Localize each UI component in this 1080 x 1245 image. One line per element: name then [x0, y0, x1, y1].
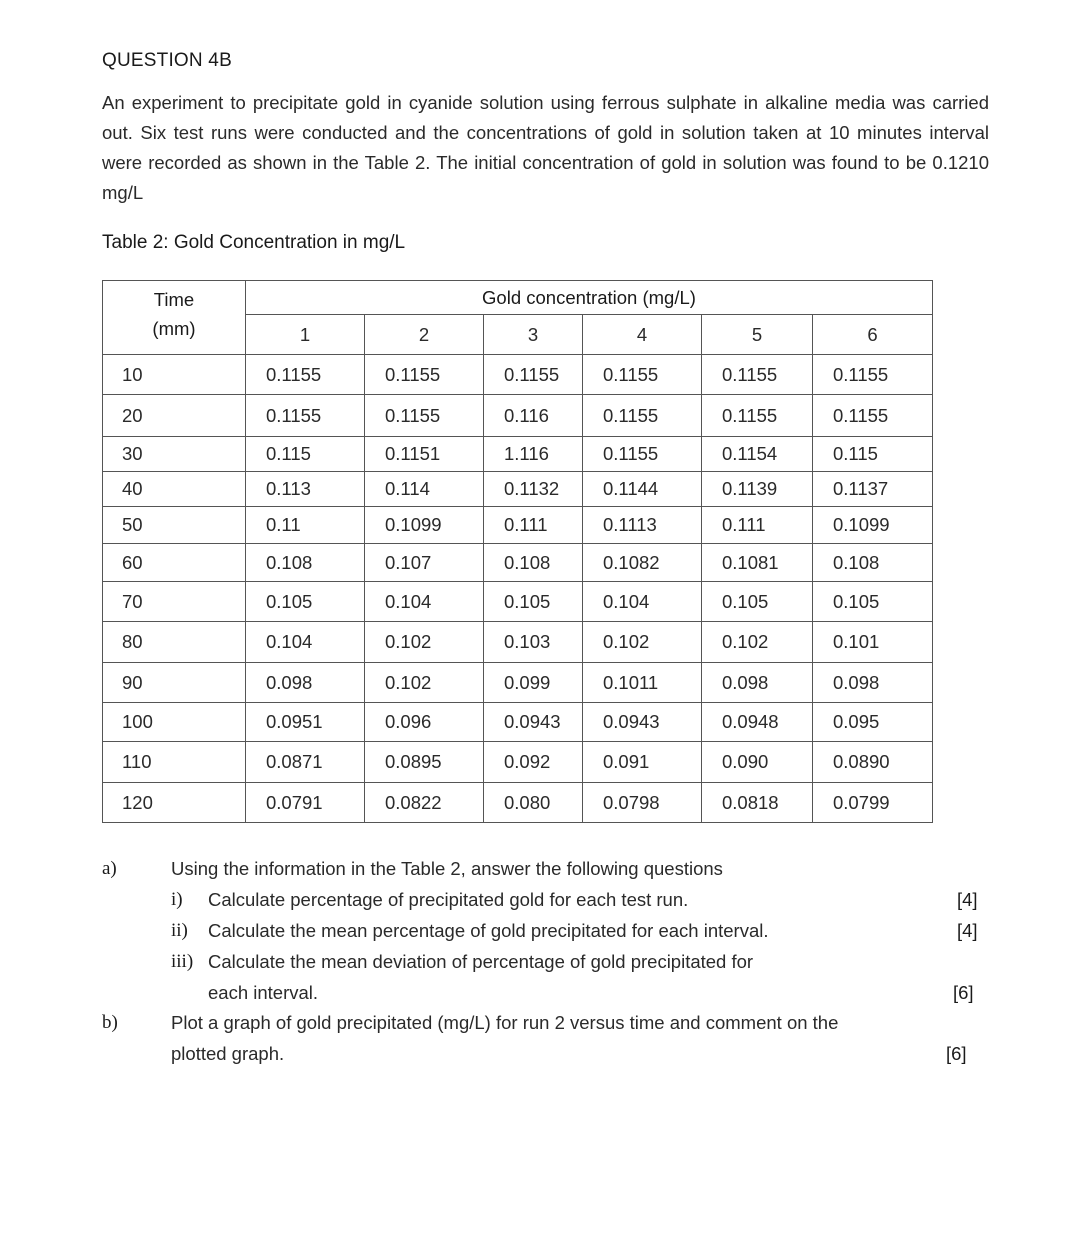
sub-question-ii-text: Calculate the mean percentage of gold precipitated for each interval.: [208, 920, 769, 941]
concentration-cell: 0.111: [702, 507, 813, 544]
sub-question-iii-text-continued: each interval.: [208, 982, 319, 1003]
concentration-cell: 0.0871: [246, 742, 365, 783]
concentration-cell: 1.116: [484, 437, 583, 472]
sub-question-iii-text: Calculate the mean deviation of percentage of gold precipitated for: [208, 951, 754, 972]
intro-paragraph: An experiment to precipitate gold in cyanide solution using ferrous sulphate in alkaline media was carried out. Six test runs were conducted and the concentrations of gold in solution taken at 10 minutes interval were recorded as shown in the Table 2. The initial concentration of gold in solution was found to be 0.1210 mg/L: [102, 92, 989, 203]
concentration-cell: 0.095: [813, 703, 933, 742]
concentration-cell: 0.1155: [583, 395, 702, 437]
concentration-cell: 0.1132: [484, 472, 583, 507]
concentration-cell: 0.0948: [702, 703, 813, 742]
run-header-4: 4: [583, 315, 702, 355]
concentration-cell: 0.099: [484, 663, 583, 703]
table-row: [103, 783, 933, 823]
concentration-cell: 0.1155: [246, 355, 365, 395]
time-cell: 60: [103, 544, 246, 582]
concentration-cell: 0.116: [484, 395, 583, 437]
table-body: [103, 355, 933, 823]
concentration-cell: 0.098: [702, 663, 813, 703]
table-row: [103, 355, 933, 395]
concentration-cell: 0.113: [246, 472, 365, 507]
table-row: [103, 663, 933, 703]
concentration-cell: 0.115: [813, 437, 933, 472]
concentration-cell: 0.1155: [813, 355, 933, 395]
concentration-cell: 0.0799: [813, 783, 933, 823]
table-row: [103, 622, 933, 663]
sub-question-iii-label: iii): [171, 951, 194, 972]
concentration-cell: 0.1099: [813, 507, 933, 544]
question-a-text: Using the information in the Table 2, answer the following questions: [171, 858, 723, 879]
concentration-cell: 0.104: [246, 622, 365, 663]
concentration-cell: 0.115: [246, 437, 365, 472]
question-b-text: Plot a graph of gold precipitated (mg/L) for run 2 versus time and comment on the: [171, 1012, 839, 1033]
table-row: [103, 507, 933, 544]
concentration-cell: 0.102: [702, 622, 813, 663]
sub-question-i-text: Calculate percentage of precipitated gold for each test run.: [208, 889, 689, 910]
table-row: [103, 742, 933, 783]
gold-concentration-header: Gold concentration (mg/L): [246, 281, 933, 315]
sub-question-ii-label: ii): [171, 920, 188, 941]
time-cell: 40: [103, 472, 246, 507]
concentration-cell: 0.1082: [583, 544, 702, 582]
concentration-cell: 0.105: [484, 582, 583, 622]
concentration-cell: 0.102: [583, 622, 702, 663]
sub-question-iii-marks: [6]: [953, 982, 974, 1003]
concentration-cell: 0.1137: [813, 472, 933, 507]
concentration-cell: 0.1144: [583, 472, 702, 507]
concentration-cell: 0.1155: [702, 395, 813, 437]
time-header: [103, 281, 246, 355]
time-cell: 50: [103, 507, 246, 544]
concentration-cell: 0.092: [484, 742, 583, 783]
question-heading: QUESTION 4B: [102, 50, 232, 71]
concentration-cell: 0.108: [246, 544, 365, 582]
concentration-cell: 0.098: [246, 663, 365, 703]
concentration-cell: 0.105: [702, 582, 813, 622]
concentration-cell: 0.1155: [702, 355, 813, 395]
concentration-cell: 0.1154: [702, 437, 813, 472]
concentration-cell: 0.102: [365, 663, 484, 703]
table-row: [103, 582, 933, 622]
run-header-3: 3: [484, 315, 583, 355]
concentration-cell: 0.1113: [583, 507, 702, 544]
concentration-cell: 0.102: [365, 622, 484, 663]
question-b-marks: [6]: [946, 1043, 967, 1064]
time-header-unit: (mm): [152, 318, 196, 339]
table-row: [103, 544, 933, 582]
time-cell: 10: [103, 355, 246, 395]
sub-question-i-label: i): [171, 889, 183, 910]
table-row: [103, 395, 933, 437]
concentration-cell: 0.108: [484, 544, 583, 582]
concentration-cell: 0.1155: [484, 355, 583, 395]
time-cell: 120: [103, 783, 246, 823]
concentration-cell: 0.1155: [365, 395, 484, 437]
concentration-cell: 0.0943: [484, 703, 583, 742]
time-cell: 100: [103, 703, 246, 742]
time-header-label: Time: [153, 289, 195, 310]
concentration-cell: 0.105: [246, 582, 365, 622]
concentration-cell: 0.096: [365, 703, 484, 742]
concentration-cell: 0.108: [813, 544, 933, 582]
concentration-cell: 0.111: [484, 507, 583, 544]
concentration-cell: 0.101: [813, 622, 933, 663]
run-header-5: 5: [702, 315, 813, 355]
concentration-cell: 0.105: [813, 582, 933, 622]
sub-question-i-marks: [4]: [957, 889, 978, 910]
concentration-cell: 0.11: [246, 507, 365, 544]
table-row: [103, 703, 933, 742]
concentration-cell: 0.0798: [583, 783, 702, 823]
run-header-6: 6: [813, 315, 933, 355]
concentration-cell: 0.114: [365, 472, 484, 507]
concentration-cell: 0.1155: [813, 395, 933, 437]
concentration-cell: 0.1155: [365, 355, 484, 395]
run-header-2: 2: [365, 315, 484, 355]
concentration-cell: 0.1155: [246, 395, 365, 437]
time-cell: 90: [103, 663, 246, 703]
concentration-cell: 0.1151: [365, 437, 484, 472]
concentration-cell: 0.098: [813, 663, 933, 703]
time-cell: 30: [103, 437, 246, 472]
concentration-cell: 0.1155: [583, 437, 702, 472]
table-row: [103, 472, 933, 507]
concentration-cell: 0.104: [365, 582, 484, 622]
concentration-cell: 0.107: [365, 544, 484, 582]
concentration-cell: 0.0895: [365, 742, 484, 783]
concentration-cell: 0.090: [702, 742, 813, 783]
table-caption: Table 2: Gold Concentration in mg/L: [102, 232, 406, 253]
run-header-1: 1: [246, 315, 365, 355]
time-cell: 70: [103, 582, 246, 622]
question-b-text-continued: plotted graph.: [171, 1043, 285, 1064]
concentration-cell: 0.080: [484, 783, 583, 823]
concentration-cell: 0.0943: [583, 703, 702, 742]
question-b-label: b): [102, 1012, 118, 1033]
concentration-cell: 0.1099: [365, 507, 484, 544]
concentration-cell: 0.0890: [813, 742, 933, 783]
time-cell: 110: [103, 742, 246, 783]
time-cell: 20: [103, 395, 246, 437]
concentration-cell: 0.0791: [246, 783, 365, 823]
table-row: [103, 437, 933, 472]
sub-question-ii-marks: [4]: [957, 920, 978, 941]
concentration-cell: 0.091: [583, 742, 702, 783]
concentration-cell: 0.1155: [583, 355, 702, 395]
concentration-cell: 0.0951: [246, 703, 365, 742]
concentration-cell: 0.0822: [365, 783, 484, 823]
time-cell: 80: [103, 622, 246, 663]
concentration-cell: 0.1011: [583, 663, 702, 703]
question-a-label: a): [102, 858, 117, 879]
concentration-cell: 0.0818: [702, 783, 813, 823]
concentration-cell: 0.1081: [702, 544, 813, 582]
gold-concentration-table: [102, 280, 933, 823]
concentration-cell: 0.1139: [702, 472, 813, 507]
concentration-cell: 0.104: [583, 582, 702, 622]
concentration-cell: 0.103: [484, 622, 583, 663]
